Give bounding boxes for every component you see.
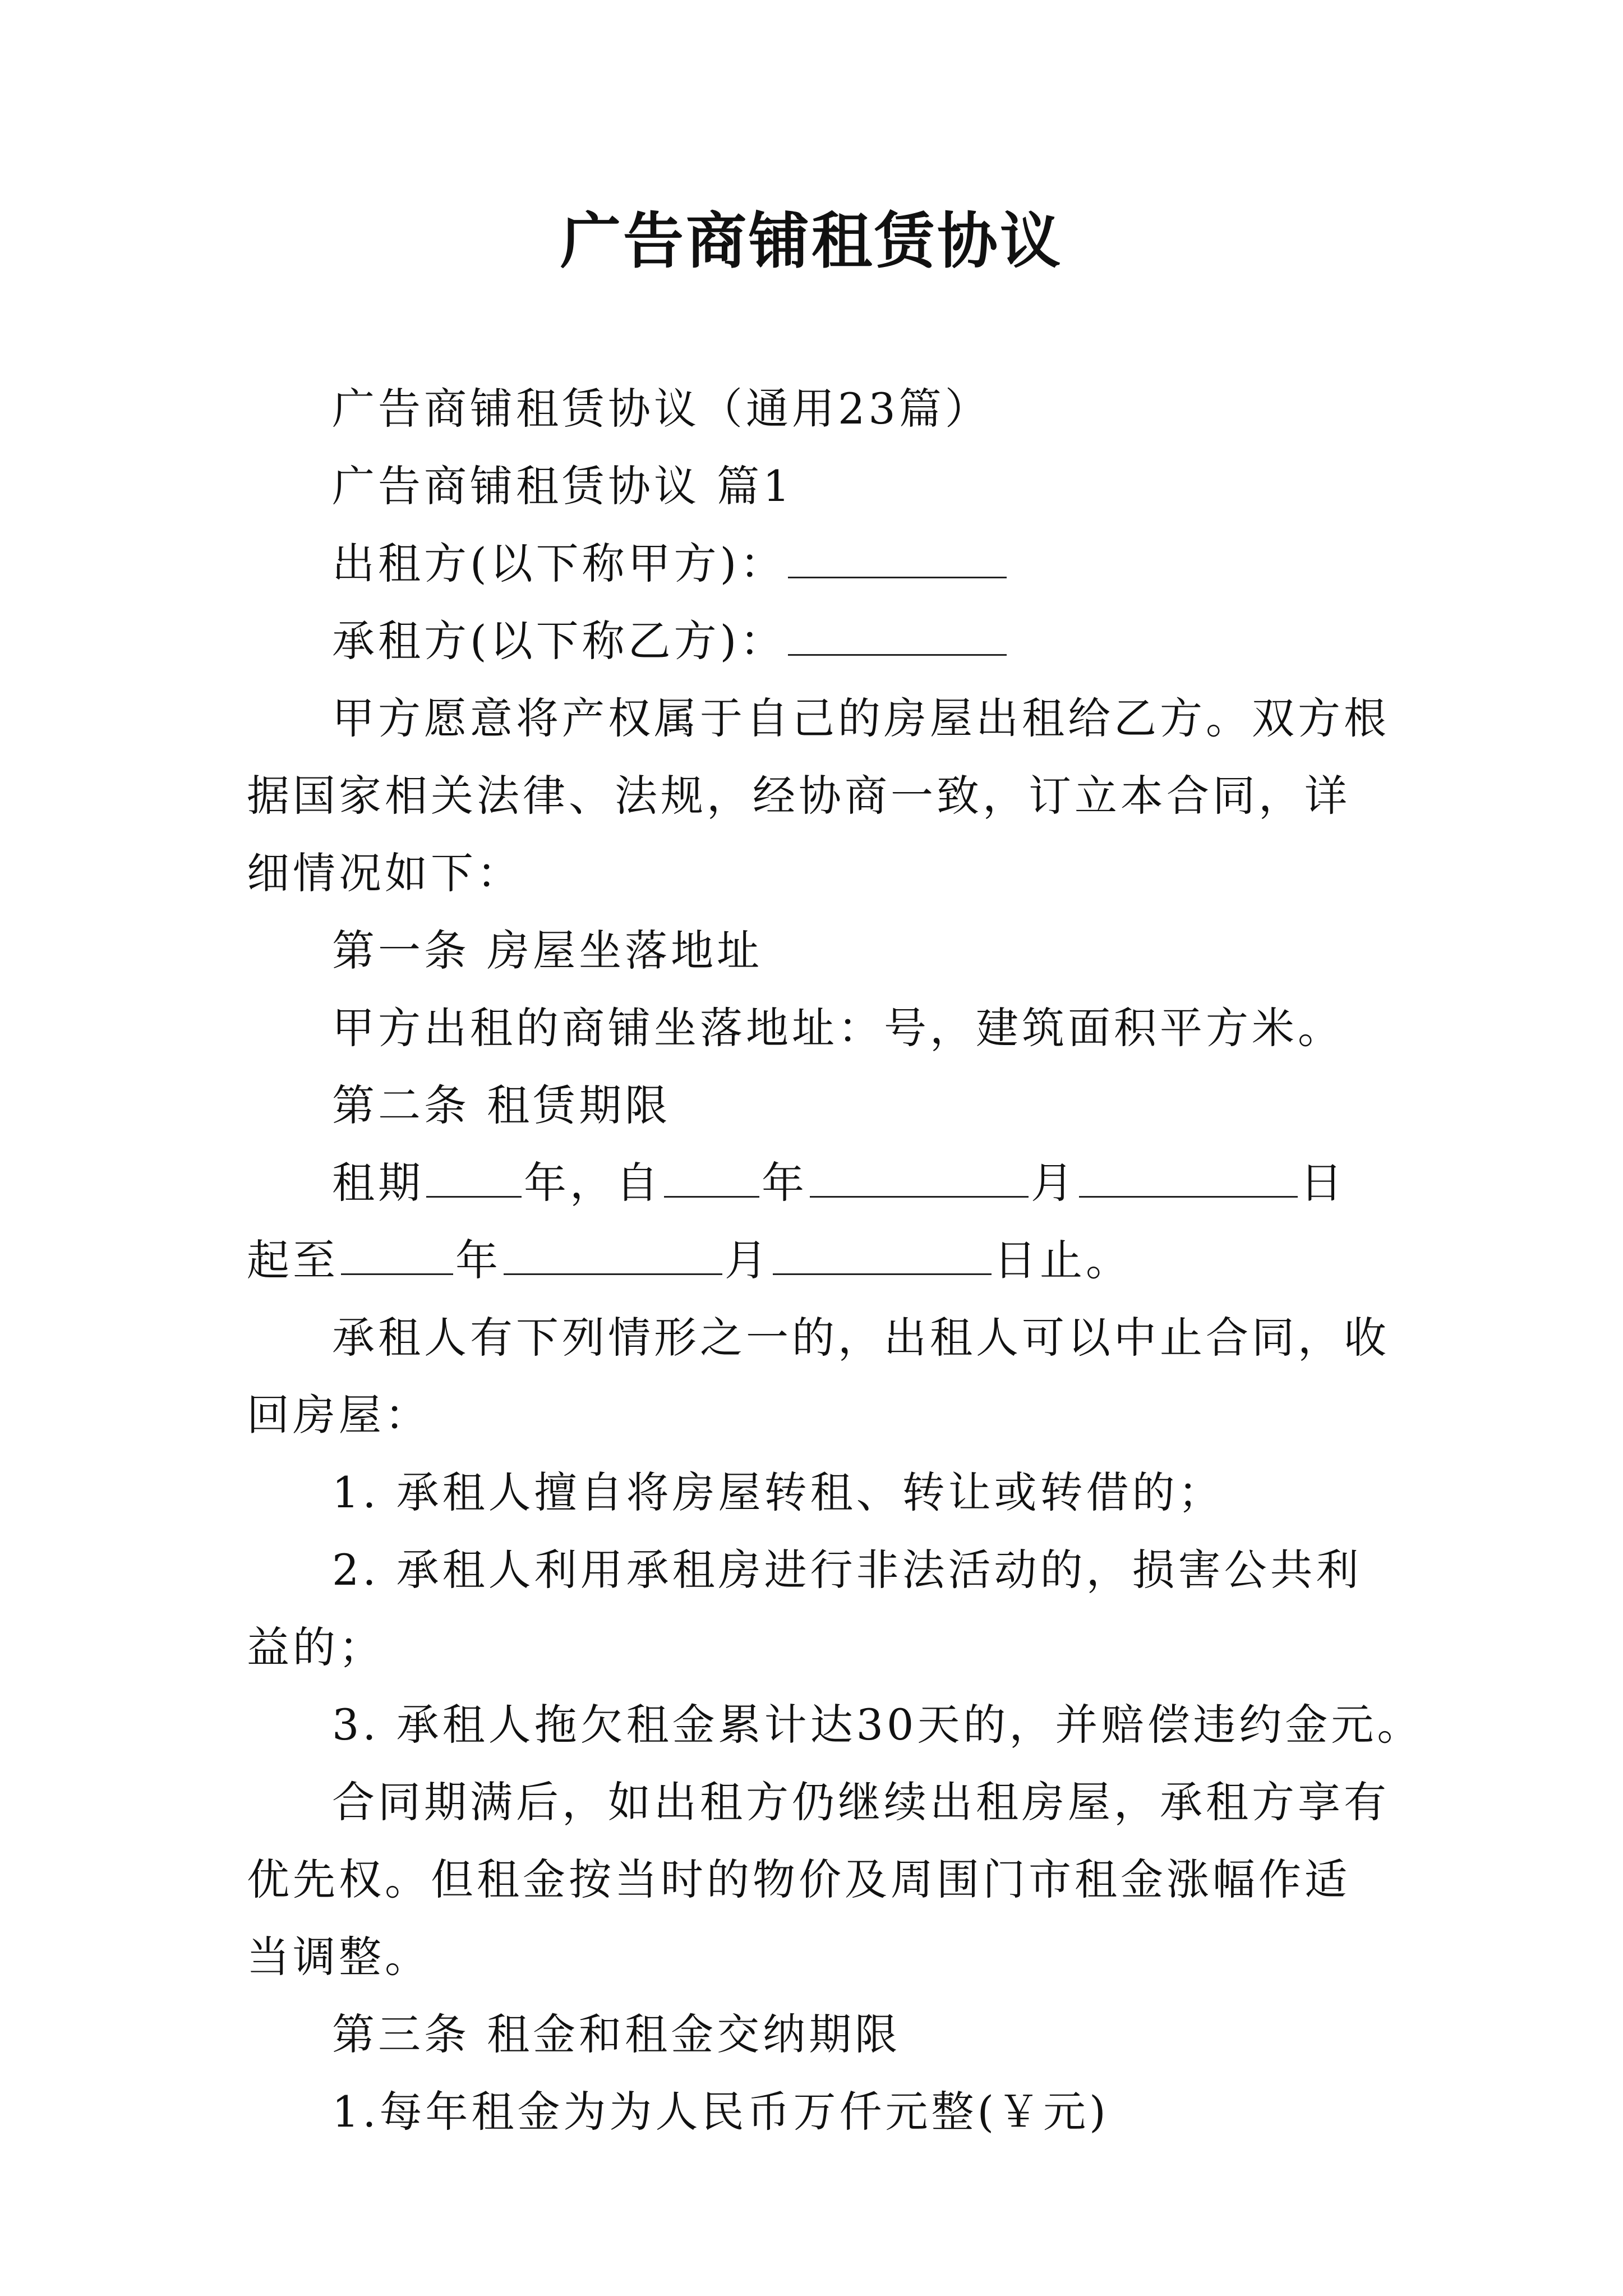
- termination-item-1: 1. 承租人擅自将房屋转租、转让或转借的；: [332, 1467, 1224, 1517]
- term-text-d: 月: [1031, 1158, 1077, 1208]
- term-text-b: 年，自: [524, 1158, 662, 1208]
- article-2-termination: 承租人有下列情形之一的，出租人可以中止合同，收回房屋：: [247, 1313, 1390, 1440]
- document-body: [247, 370, 1423, 2151]
- term-blank-6: [504, 1240, 722, 1275]
- paragraph-lessor: [247, 525, 1391, 602]
- article-2-renewal: 合同期满后，如出租方仍继续出租房屋，承租方享有优先权。但租金按当时的物价及周围门市租金涨幅作适当调整。: [247, 1777, 1390, 1982]
- term-text-g: 月: [725, 1235, 771, 1285]
- term-text-h: 日止。: [994, 1235, 1132, 1285]
- paragraph-preamble: 甲方愿意将产权属于自己的房屋出租给乙方。双方根据国家相关法律、法规，经协商一致，订立本合同，详细情况如下：: [247, 693, 1390, 898]
- termination-item-2: 2. 承租人利用承租房进行非法活动的，损害公共利益的；: [247, 1545, 1362, 1672]
- term-text-f: 年: [455, 1235, 501, 1285]
- term-blank-2: [664, 1162, 759, 1198]
- lessee-label: 承租方(以下称乙方)：: [332, 616, 786, 666]
- paragraph-subtitle: 广告商铺租赁协议（通用23篇）: [332, 384, 991, 434]
- lessor-blank: [788, 543, 1007, 578]
- article-3-item-1: 1.每年租金为为人民币万仟元整(￥元): [332, 2087, 1109, 2137]
- lessee-blank: [788, 620, 1007, 656]
- article-2-term: [247, 1144, 1391, 1299]
- document-title: 广告商铺租赁协议: [560, 206, 1063, 277]
- term-blank-3: [810, 1162, 1029, 1198]
- term-blank-7: [773, 1240, 992, 1275]
- article-1-text: 甲方出租的商铺坐落地址：号，建筑面积平方米。: [332, 1003, 1344, 1053]
- article-2-heading: 第二条 租赁期限: [332, 1080, 671, 1130]
- term-text-e: 日起至: [247, 1158, 1346, 1285]
- article-1-heading: 第一条 房屋坐落地址: [332, 926, 763, 976]
- term-text-c: 年: [762, 1158, 808, 1208]
- lessor-label: 出租方(以下称甲方)：: [332, 539, 786, 588]
- term-blank-5: [341, 1240, 453, 1275]
- article-3-heading: 第三条 租金和租金交纳期限: [332, 2009, 901, 2059]
- termination-item-3: 3. 承租人拖欠租金累计达30天的，并赔偿违约金元。: [332, 1700, 1423, 1750]
- term-text-a: 租期: [332, 1158, 424, 1208]
- term-blank-1: [426, 1162, 522, 1198]
- paragraph-chapter-heading: 广告商铺租赁协议 篇1: [332, 461, 794, 511]
- paragraph-lessee: [247, 602, 1391, 680]
- term-blank-4: [1079, 1162, 1298, 1198]
